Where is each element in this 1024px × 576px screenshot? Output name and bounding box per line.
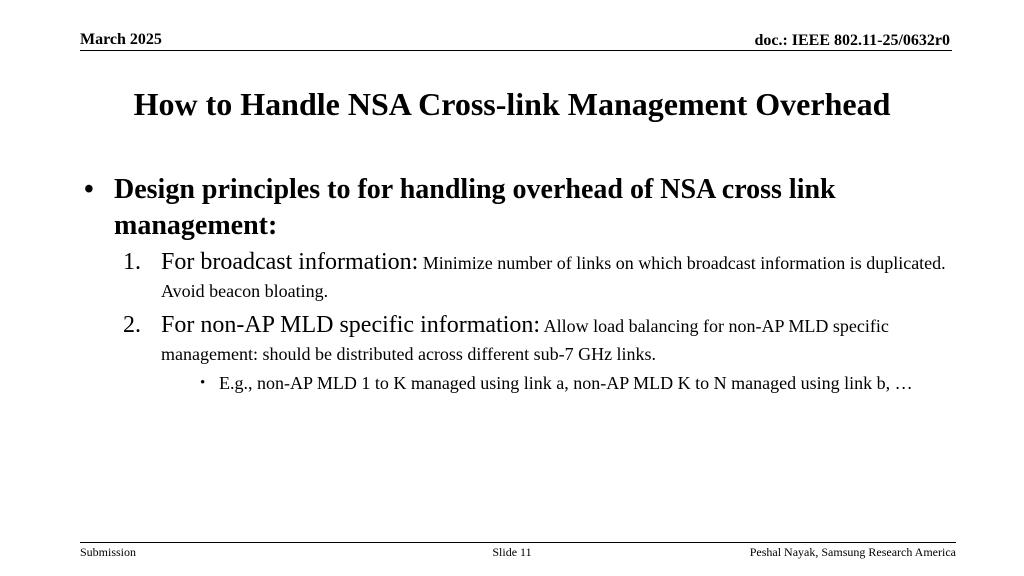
item-text: Minimize number of links on which broadcast information is duplicated. Avoid beacon bloating.	[161, 253, 946, 301]
item-lead: For broadcast information:	[161, 249, 419, 275]
footer-divider	[80, 542, 956, 543]
header-date: March 2025	[80, 31, 162, 48]
slide-body	[82, 172, 972, 396]
item-number: 1.	[123, 249, 141, 275]
header-doc-id: doc.: IEEE 802.11-25/0632r0	[754, 32, 950, 49]
numbered-item-1	[82, 248, 972, 305]
footer-author: Peshal Nayak, Samsung Research America	[749, 545, 956, 559]
main-bullet	[82, 172, 972, 244]
item-lead: For non-AP MLD specific information:	[161, 312, 541, 338]
item-text: Allow load balancing for non-AP MLD specific management: should be distributed across different sub-7 GHz links.	[161, 316, 889, 364]
bullet-marker: •	[84, 174, 94, 205]
sub-bullet-marker: •	[200, 375, 206, 391]
slide-title: How to Handle NSA Cross-link Management Overhead	[133, 86, 891, 122]
header-divider	[80, 50, 952, 51]
sub-bullet	[82, 370, 972, 396]
numbered-item-2	[82, 311, 972, 368]
sub-bullet-text: E.g., non-AP MLD 1 to K managed using link a, non-AP MLD K to N managed using link b, …	[219, 373, 913, 393]
main-bullet-text: Design principles to for handling overhead of NSA cross link management:	[114, 174, 836, 241]
footer-submission: Submission	[80, 545, 137, 559]
footer-slide-number: Slide 11	[492, 545, 532, 559]
item-number: 2.	[123, 312, 141, 338]
